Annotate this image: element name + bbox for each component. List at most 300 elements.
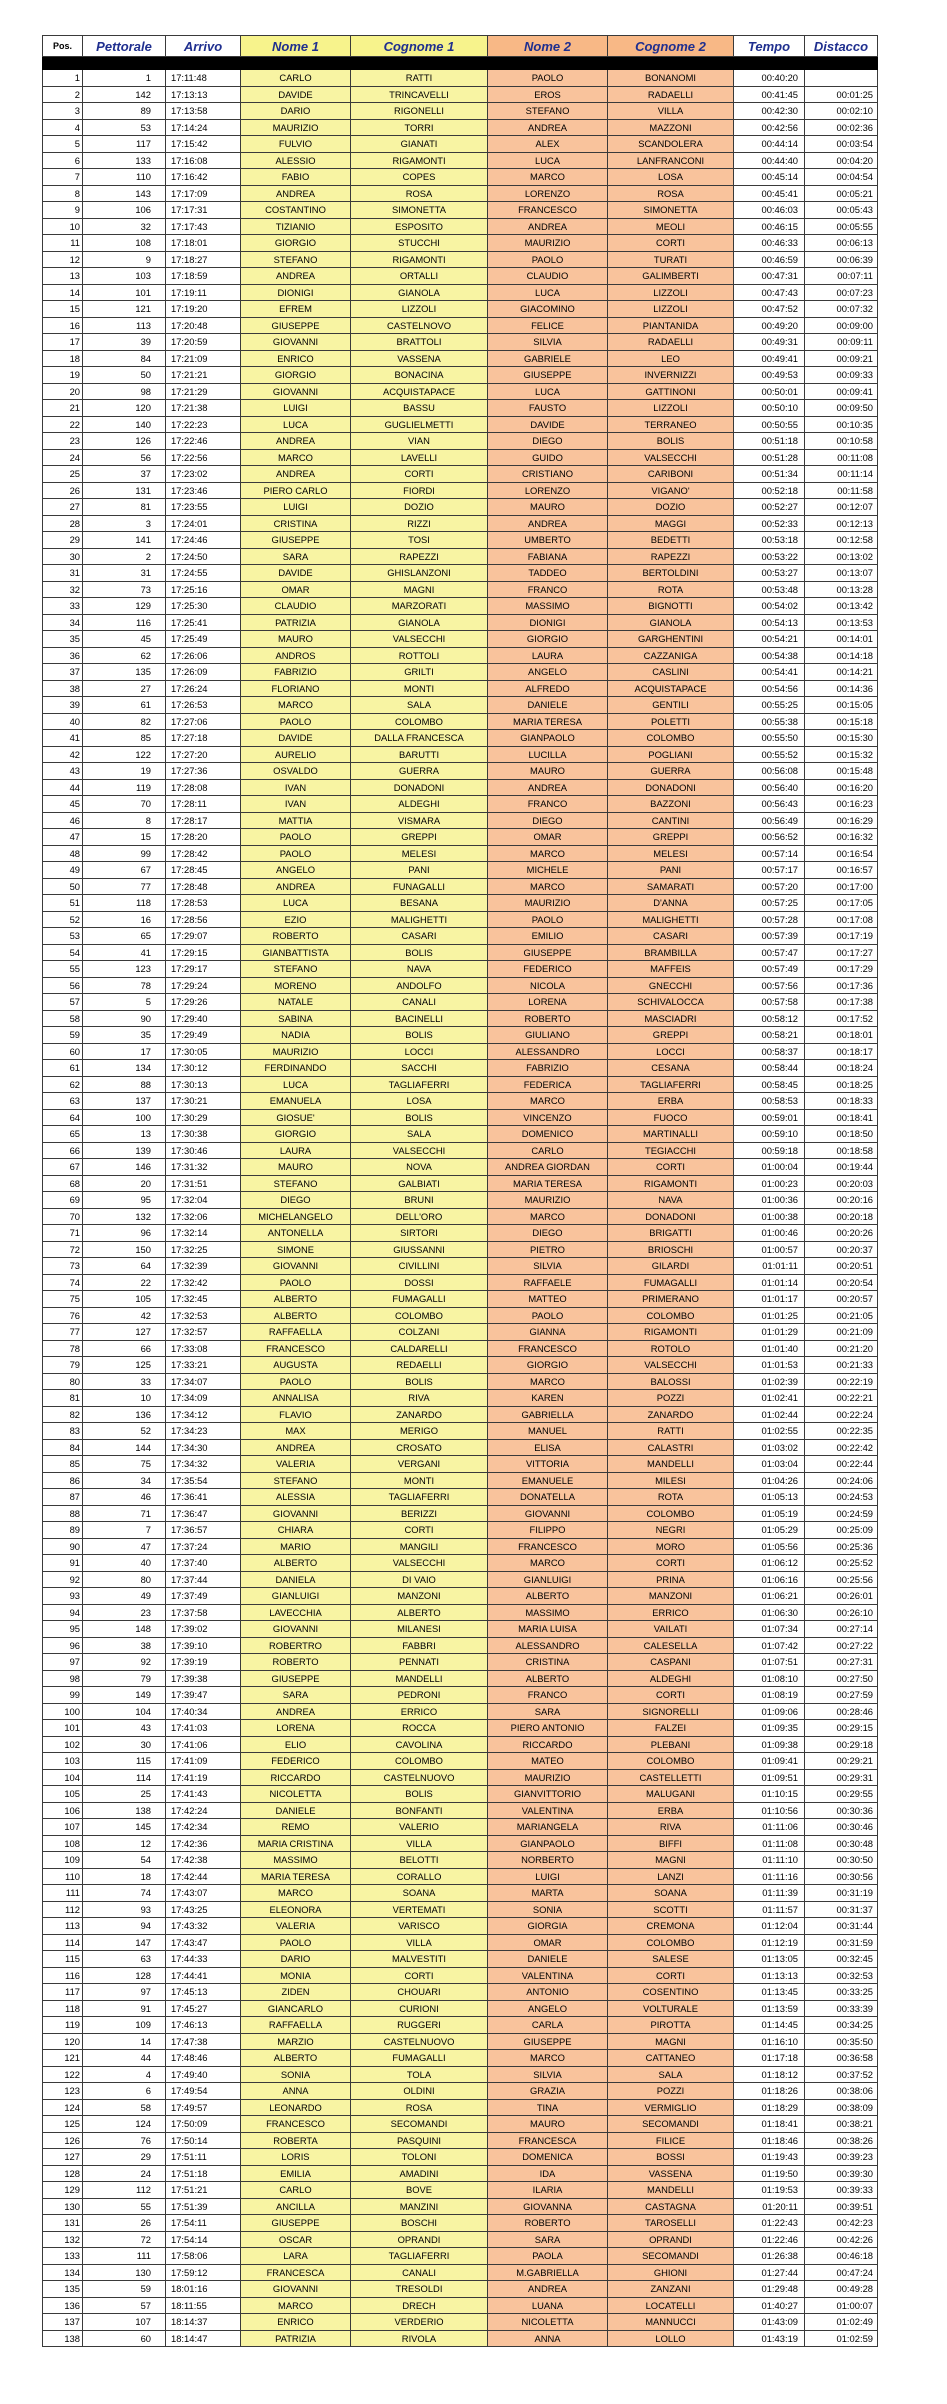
cell-arrivo: 17:41:43	[166, 1786, 241, 1803]
cell-tempo: 01:40:27	[734, 2297, 805, 2314]
cell-arrivo: 18:01:16	[166, 2281, 241, 2298]
cell-pos: 17	[43, 334, 83, 351]
cell-cognome-1: COLZANI	[351, 1324, 488, 1341]
cell-nome-1: MARCO	[241, 697, 351, 714]
cell-distacco: 00:26:01	[805, 1588, 878, 1605]
cell-arrivo: 17:42:24	[166, 1802, 241, 1819]
cell-cognome-2: PIROTTA	[608, 2017, 734, 2034]
cell-nome-1: ANNA	[241, 2083, 351, 2100]
cell-pettorale: 31	[83, 565, 166, 582]
cell-pos: 74	[43, 1274, 83, 1291]
cell-distacco: 00:31:19	[805, 1885, 878, 1902]
cell-cognome-2: PRINA	[608, 1571, 734, 1588]
cell-cognome-2: RADAELLI	[608, 334, 734, 351]
table-row	[43, 2231, 878, 2248]
cell-nome-2: SARA	[488, 2231, 608, 2248]
cell-pettorale: 6	[83, 2083, 166, 2100]
cell-distacco: 00:21:33	[805, 1357, 878, 1374]
cell-nome-1: FRANCESCA	[241, 2264, 351, 2281]
cell-pos: 81	[43, 1390, 83, 1407]
cell-arrivo: 17:29:24	[166, 977, 241, 994]
cell-pos: 6	[43, 152, 83, 169]
cell-distacco: 00:05:55	[805, 218, 878, 235]
cell-arrivo: 17:32:57	[166, 1324, 241, 1341]
cell-pos: 121	[43, 2050, 83, 2067]
table-row	[43, 350, 878, 367]
cell-nome-2: MICHELE	[488, 862, 608, 879]
cell-nome-2: RICCARDO	[488, 1736, 608, 1753]
cell-nome-1: GIANLUIGI	[241, 1588, 351, 1605]
cell-nome-1: GIOVANNI	[241, 1505, 351, 1522]
cell-nome-1: ROBERTO	[241, 1654, 351, 1671]
cell-distacco: 00:15:05	[805, 697, 878, 714]
cell-cognome-2: GENTILI	[608, 697, 734, 714]
cell-arrivo: 17:30:05	[166, 1043, 241, 1060]
cell-arrivo: 17:32:25	[166, 1241, 241, 1258]
table-row	[43, 1951, 878, 1968]
cell-arrivo: 17:32:06	[166, 1208, 241, 1225]
cell-distacco: 00:47:24	[805, 2264, 878, 2281]
cell-tempo: 00:54:38	[734, 647, 805, 664]
cell-pos: 107	[43, 1819, 83, 1836]
table-row	[43, 1852, 878, 1869]
cell-pos: 24	[43, 449, 83, 466]
cell-nome-2: LORENZO	[488, 482, 608, 499]
cell-pettorale: 123	[83, 961, 166, 978]
cell-arrivo: 17:51:11	[166, 2149, 241, 2166]
cell-pos: 8	[43, 185, 83, 202]
cell-nome-2: CLAUDIO	[488, 268, 608, 285]
cell-pos: 18	[43, 350, 83, 367]
cell-pos: 62	[43, 1076, 83, 1093]
cell-tempo: 01:05:13	[734, 1489, 805, 1506]
cell-arrivo: 17:51:21	[166, 2182, 241, 2199]
cell-tempo: 01:19:53	[734, 2182, 805, 2199]
cell-pos: 5	[43, 136, 83, 153]
cell-cognome-1: MELESI	[351, 845, 488, 862]
cell-nome-1: ELIO	[241, 1736, 351, 1753]
table-row	[43, 2066, 878, 2083]
cell-cognome-2: PANI	[608, 862, 734, 879]
cell-pettorale: 150	[83, 1241, 166, 1258]
cell-distacco: 00:18:01	[805, 1027, 878, 1044]
cell-nome-2: MAURIZIO	[488, 1192, 608, 1209]
table-row	[43, 1043, 878, 1060]
cell-nome-2: SILVIA	[488, 334, 608, 351]
table-row	[43, 2198, 878, 2215]
cell-cognome-1: BOLIS	[351, 1786, 488, 1803]
table-row	[43, 779, 878, 796]
cell-pos: 128	[43, 2165, 83, 2182]
header-tempo: Tempo	[734, 36, 805, 57]
cell-cognome-1: MERIGO	[351, 1423, 488, 1440]
cell-pettorale: 144	[83, 1439, 166, 1456]
cell-distacco: 00:25:56	[805, 1571, 878, 1588]
cell-pos: 55	[43, 961, 83, 978]
cell-nome-2: PIERO ANTONIO	[488, 1720, 608, 1737]
table-row	[43, 400, 878, 417]
cell-cognome-1: ROSA	[351, 185, 488, 202]
cell-cognome-2: COLOMBO	[608, 1753, 734, 1770]
cell-arrivo: 17:32:53	[166, 1307, 241, 1324]
cell-nome-2: FEDERICO	[488, 961, 608, 978]
cell-cognome-1: CASARI	[351, 928, 488, 945]
cell-nome-1: MASSIMO	[241, 1852, 351, 1869]
cell-cognome-2: SCANDOLERA	[608, 136, 734, 153]
cell-tempo: 00:51:34	[734, 466, 805, 483]
cell-pos: 111	[43, 1885, 83, 1902]
cell-cognome-2: FALZEI	[608, 1720, 734, 1737]
cell-arrivo: 17:49:54	[166, 2083, 241, 2100]
cell-cognome-1: LIZZOLI	[351, 301, 488, 318]
table-row	[43, 301, 878, 318]
cell-tempo: 00:50:10	[734, 400, 805, 417]
cell-arrivo: 17:16:42	[166, 169, 241, 186]
cell-distacco: 00:04:20	[805, 152, 878, 169]
cell-cognome-1: OPRANDI	[351, 2231, 488, 2248]
cell-nome-2: FRANCESCO	[488, 202, 608, 219]
cell-distacco: 00:16:57	[805, 862, 878, 879]
cell-tempo: 01:12:19	[734, 1934, 805, 1951]
cell-cognome-1: COLOMBO	[351, 713, 488, 730]
cell-nome-2: MAURIZIO	[488, 235, 608, 252]
table-row	[43, 515, 878, 532]
cell-distacco: 00:12:58	[805, 532, 878, 549]
cell-pettorale: 76	[83, 2132, 166, 2149]
cell-nome-2: GABRIELE	[488, 350, 608, 367]
cell-pos: 43	[43, 763, 83, 780]
cell-nome-2: PAOLO	[488, 911, 608, 928]
cell-cognome-1: SOANA	[351, 1885, 488, 1902]
cell-arrivo: 17:23:46	[166, 482, 241, 499]
cell-pos: 23	[43, 433, 83, 450]
cell-nome-2: LUCILLA	[488, 746, 608, 763]
table-row	[43, 1885, 878, 1902]
cell-cognome-1: BASSU	[351, 400, 488, 417]
cell-distacco: 00:20:37	[805, 1241, 878, 1258]
cell-tempo: 01:18:26	[734, 2083, 805, 2100]
cell-cognome-2: CANTINI	[608, 812, 734, 829]
cell-arrivo: 17:29:49	[166, 1027, 241, 1044]
cell-arrivo: 17:21:38	[166, 400, 241, 417]
cell-arrivo: 17:37:24	[166, 1538, 241, 1555]
cell-pos: 106	[43, 1802, 83, 1819]
cell-arrivo: 17:26:53	[166, 697, 241, 714]
cell-pos: 73	[43, 1258, 83, 1275]
cell-arrivo: 17:15:42	[166, 136, 241, 153]
cell-pos: 27	[43, 499, 83, 516]
cell-arrivo: 17:37:58	[166, 1604, 241, 1621]
cell-arrivo: 17:27:18	[166, 730, 241, 747]
cell-nome-2: MARIA TERESA	[488, 1175, 608, 1192]
cell-pettorale: 25	[83, 1786, 166, 1803]
cell-pos: 130	[43, 2198, 83, 2215]
cell-cognome-1: FABBRI	[351, 1637, 488, 1654]
cell-tempo: 00:54:41	[734, 664, 805, 681]
cell-tempo: 00:53:18	[734, 532, 805, 549]
cell-cognome-1: DI VAIO	[351, 1571, 488, 1588]
table-row	[43, 466, 878, 483]
cell-pettorale: 60	[83, 2330, 166, 2347]
cell-tempo: 01:16:10	[734, 2033, 805, 2050]
cell-cognome-2: LIZZOLI	[608, 400, 734, 417]
cell-arrivo: 17:43:32	[166, 1918, 241, 1935]
cell-nome-1: DAVIDE	[241, 730, 351, 747]
cell-nome-2: MAURIZIO	[488, 895, 608, 912]
cell-tempo: 00:47:52	[734, 301, 805, 318]
cell-arrivo: 17:48:46	[166, 2050, 241, 2067]
cell-cognome-2: MANDELLI	[608, 1456, 734, 1473]
cell-nome-2: CARLO	[488, 1142, 608, 1159]
cell-nome-1: GIOSUE'	[241, 1109, 351, 1126]
cell-tempo: 00:58:12	[734, 1010, 805, 1027]
table-row	[43, 1489, 878, 1506]
cell-nome-1: SARA	[241, 548, 351, 565]
cell-arrivo: 17:25:49	[166, 631, 241, 648]
cell-cognome-1: PASQUINI	[351, 2132, 488, 2149]
cell-tempo: 00:56:52	[734, 829, 805, 846]
cell-arrivo: 17:17:09	[166, 185, 241, 202]
table-row	[43, 119, 878, 136]
cell-arrivo: 17:23:55	[166, 499, 241, 516]
cell-cognome-2: ROTOLO	[608, 1340, 734, 1357]
cell-pos: 72	[43, 1241, 83, 1258]
cell-arrivo: 17:51:39	[166, 2198, 241, 2215]
cell-cognome-2: LEO	[608, 350, 734, 367]
cell-arrivo: 17:27:20	[166, 746, 241, 763]
cell-cognome-1: AMADINI	[351, 2165, 488, 2182]
cell-distacco: 00:20:26	[805, 1225, 878, 1242]
cell-cognome-1: ANDOLFO	[351, 977, 488, 994]
table-row	[43, 202, 878, 219]
cell-cognome-1: GIUSSANNI	[351, 1241, 488, 1258]
cell-tempo: 00:57:56	[734, 977, 805, 994]
cell-pos: 64	[43, 1109, 83, 1126]
cell-cognome-2: D'ANNA	[608, 895, 734, 912]
table-row	[43, 2182, 878, 2199]
cell-pos: 38	[43, 680, 83, 697]
cell-cognome-2: INVERNIZZI	[608, 367, 734, 384]
cell-pettorale: 135	[83, 664, 166, 681]
cell-distacco: 00:17:52	[805, 1010, 878, 1027]
table-row	[43, 1819, 878, 1836]
cell-cognome-1: CORTI	[351, 1967, 488, 1984]
table-row	[43, 103, 878, 120]
cell-nome-1: STEFANO	[241, 251, 351, 268]
header-row	[43, 36, 878, 57]
cell-nome-1: OMAR	[241, 581, 351, 598]
cell-nome-2: LORENA	[488, 994, 608, 1011]
cell-pettorale: 66	[83, 1340, 166, 1357]
cell-nome-2: LUANA	[488, 2297, 608, 2314]
cell-tempo: 00:51:28	[734, 449, 805, 466]
cell-pettorale: 88	[83, 1076, 166, 1093]
cell-tempo: 01:00:04	[734, 1159, 805, 1176]
table-row	[43, 1406, 878, 1423]
cell-nome-1: STEFANO	[241, 1472, 351, 1489]
cell-nome-1: LEONARDO	[241, 2099, 351, 2116]
cell-nome-1: CLAUDIO	[241, 598, 351, 615]
cell-nome-2: FELICE	[488, 317, 608, 334]
cell-distacco: 00:16:54	[805, 845, 878, 862]
cell-nome-1: ALESSIO	[241, 152, 351, 169]
cell-cognome-1: ORTALLI	[351, 268, 488, 285]
table-row	[43, 1126, 878, 1143]
cell-tempo: 01:01:29	[734, 1324, 805, 1341]
cell-pos: 86	[43, 1472, 83, 1489]
cell-nome-1: GIOVANNI	[241, 2281, 351, 2298]
cell-cognome-2: ERRICO	[608, 1604, 734, 1621]
table-row	[43, 845, 878, 862]
cell-nome-1: GIUSEPPE	[241, 532, 351, 549]
cell-cognome-1: CANALI	[351, 2264, 488, 2281]
cell-pos: 135	[43, 2281, 83, 2298]
table-row	[43, 944, 878, 961]
table-row	[43, 169, 878, 186]
cell-nome-1: RICCARDO	[241, 1769, 351, 1786]
table-row	[43, 928, 878, 945]
cell-pettorale: 67	[83, 862, 166, 879]
table-row	[43, 1918, 878, 1935]
cell-arrivo: 17:43:25	[166, 1901, 241, 1918]
cell-distacco: 00:18:41	[805, 1109, 878, 1126]
table-row	[43, 713, 878, 730]
cell-pos: 19	[43, 367, 83, 384]
cell-tempo: 01:01:17	[734, 1291, 805, 1308]
cell-tempo: 01:27:44	[734, 2264, 805, 2281]
cell-distacco: 00:22:21	[805, 1390, 878, 1407]
cell-nome-1: CARLO	[241, 2182, 351, 2199]
cell-cognome-2: FUOCO	[608, 1109, 734, 1126]
cell-nome-1: STEFANO	[241, 1175, 351, 1192]
cell-pettorale: 45	[83, 631, 166, 648]
cell-pos: 59	[43, 1027, 83, 1044]
cell-cognome-2: MAGNI	[608, 1852, 734, 1869]
cell-pettorale: 74	[83, 1885, 166, 1902]
table-row	[43, 449, 878, 466]
header-nome-1: Nome 1	[241, 36, 351, 57]
cell-cognome-1: BRUNI	[351, 1192, 488, 1209]
cell-nome-2: NORBERTO	[488, 1852, 608, 1869]
cell-tempo: 00:42:56	[734, 119, 805, 136]
table-row	[43, 152, 878, 169]
cell-pos: 129	[43, 2182, 83, 2199]
table-row	[43, 2330, 878, 2347]
cell-nome-2: EMILIO	[488, 928, 608, 945]
table-row	[43, 796, 878, 813]
cell-tempo: 00:45:41	[734, 185, 805, 202]
cell-nome-1: LORENA	[241, 1720, 351, 1737]
header-distacco: Distacco	[805, 36, 878, 57]
cell-arrivo: 17:28:11	[166, 796, 241, 813]
cell-pos: 56	[43, 977, 83, 994]
table-row	[43, 1175, 878, 1192]
cell-pettorale: 44	[83, 2050, 166, 2067]
cell-cognome-1: TOSI	[351, 532, 488, 549]
table-row	[43, 1670, 878, 1687]
cell-cognome-1: BOLIS	[351, 1027, 488, 1044]
cell-arrivo: 17:32:45	[166, 1291, 241, 1308]
cell-cognome-2: ZANARDO	[608, 1406, 734, 1423]
cell-pettorale: 130	[83, 2264, 166, 2281]
cell-distacco: 00:09:50	[805, 400, 878, 417]
cell-distacco: 00:18:58	[805, 1142, 878, 1159]
cell-nome-1: GIOVANNI	[241, 334, 351, 351]
table-row	[43, 284, 878, 301]
cell-pettorale: 20	[83, 1175, 166, 1192]
cell-tempo: 01:18:12	[734, 2066, 805, 2083]
cell-pos: 16	[43, 317, 83, 334]
cell-tempo: 00:46:59	[734, 251, 805, 268]
cell-pos: 133	[43, 2248, 83, 2265]
cell-cognome-2: CATTANEO	[608, 2050, 734, 2067]
cell-cognome-1: STUCCHI	[351, 235, 488, 252]
cell-tempo: 01:18:46	[734, 2132, 805, 2149]
cell-cognome-2: RADAELLI	[608, 86, 734, 103]
cell-distacco: 00:29:18	[805, 1736, 878, 1753]
cell-pos: 100	[43, 1703, 83, 1720]
cell-pos: 71	[43, 1225, 83, 1242]
cell-cognome-1: MONTI	[351, 680, 488, 697]
cell-nome-2: GIANPAOLO	[488, 730, 608, 747]
cell-pettorale: 8	[83, 812, 166, 829]
cell-cognome-2: COSENTINO	[608, 1984, 734, 2001]
cell-pos: 109	[43, 1852, 83, 1869]
cell-pos: 3	[43, 103, 83, 120]
cell-pettorale: 57	[83, 2297, 166, 2314]
cell-cognome-1: OLDINI	[351, 2083, 488, 2100]
cell-cognome-2: POGLIANI	[608, 746, 734, 763]
cell-arrivo: 18:14:47	[166, 2330, 241, 2347]
cell-tempo: 00:56:08	[734, 763, 805, 780]
cell-cognome-2: BEDETTI	[608, 532, 734, 549]
cell-tempo: 01:20:11	[734, 2198, 805, 2215]
table-row	[43, 1258, 878, 1275]
cell-tempo: 00:55:50	[734, 730, 805, 747]
cell-cognome-2: COLOMBO	[608, 1505, 734, 1522]
cell-cognome-1: DALLA FRANCESCA	[351, 730, 488, 747]
cell-nome-1: GIOVANNI	[241, 1258, 351, 1275]
cell-pettorale: 149	[83, 1687, 166, 1704]
cell-nome-2: PAOLO	[488, 1307, 608, 1324]
cell-nome-1: DIONIGI	[241, 284, 351, 301]
cell-cognome-2: GALIMBERTI	[608, 268, 734, 285]
cell-cognome-2: LOCATELLI	[608, 2297, 734, 2314]
cell-cognome-1: ALBERTO	[351, 1604, 488, 1621]
cell-tempo: 01:11:08	[734, 1835, 805, 1852]
cell-nome-1: ENRICO	[241, 2314, 351, 2331]
cell-nome-1: AUGUSTA	[241, 1357, 351, 1374]
cell-nome-1: GIUSEPPE	[241, 2215, 351, 2232]
cell-tempo: 00:50:01	[734, 383, 805, 400]
cell-nome-1: NADIA	[241, 1027, 351, 1044]
cell-cognome-1: PEDRONI	[351, 1687, 488, 1704]
cell-pos: 30	[43, 548, 83, 565]
cell-cognome-2: CARIBONI	[608, 466, 734, 483]
table-row	[43, 680, 878, 697]
table-row	[43, 235, 878, 252]
table-row	[43, 2264, 878, 2281]
cell-cognome-1: GIANOLA	[351, 614, 488, 631]
cell-distacco: 00:11:58	[805, 482, 878, 499]
cell-cognome-2: CALESELLA	[608, 1637, 734, 1654]
cell-distacco: 00:09:41	[805, 383, 878, 400]
cell-tempo: 01:02:39	[734, 1373, 805, 1390]
cell-cognome-2: ZANZANI	[608, 2281, 734, 2298]
cell-pettorale: 18	[83, 1868, 166, 1885]
cell-tempo: 00:54:56	[734, 680, 805, 697]
cell-cognome-2: BIFFI	[608, 1835, 734, 1852]
